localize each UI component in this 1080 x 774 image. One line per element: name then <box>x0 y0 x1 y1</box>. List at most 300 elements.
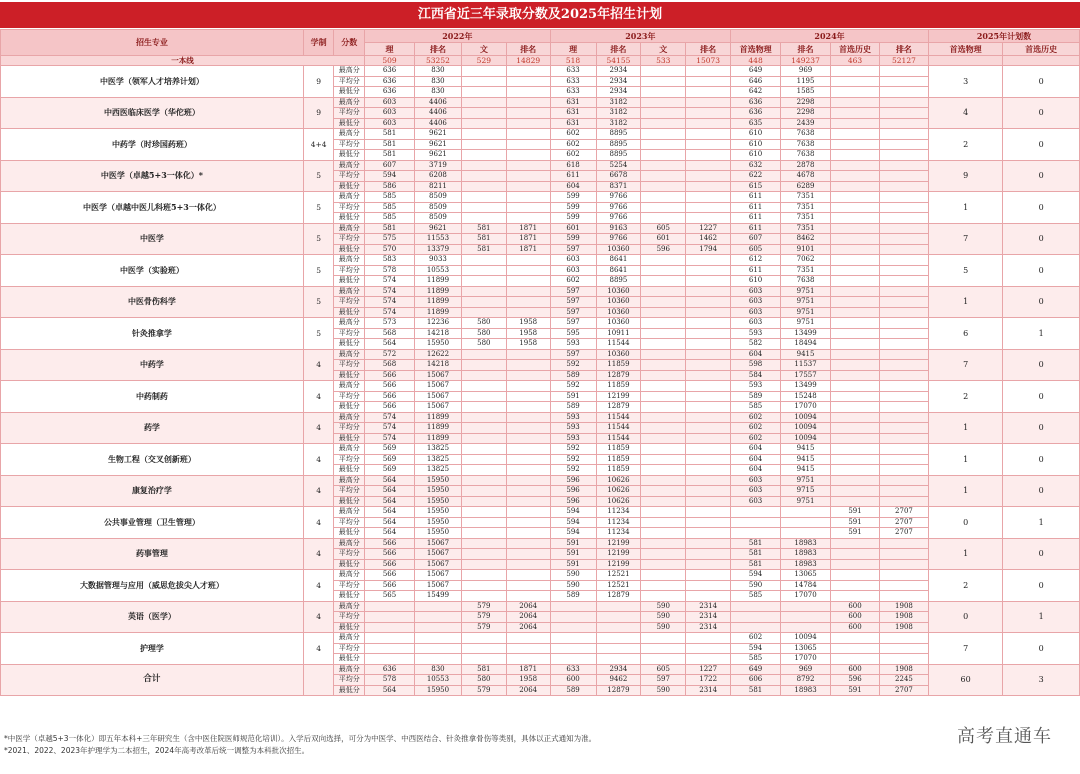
score-cell: 589 <box>550 402 596 413</box>
score-cell <box>641 412 686 423</box>
score-cell <box>686 591 731 602</box>
score-cell: 15067 <box>415 391 462 402</box>
score-cell: 11553 <box>415 234 462 245</box>
score-cell <box>461 538 506 549</box>
score-cell <box>506 307 550 318</box>
score-cell: 601 <box>641 234 686 245</box>
score-cell: 615 <box>731 181 781 192</box>
score-cell <box>831 66 880 77</box>
score-cell <box>641 139 686 150</box>
score-cell: 8509 <box>415 202 462 213</box>
score-cell <box>506 643 550 654</box>
score-cell <box>506 297 550 308</box>
score-cell: 15067 <box>415 559 462 570</box>
score-cell: 632 <box>731 160 781 171</box>
score-cell: 605 <box>641 223 686 234</box>
score-cell: 12199 <box>596 559 641 570</box>
header-subcolumn: 排名 <box>781 43 831 56</box>
score-cell <box>550 601 596 612</box>
plan-history: 0 <box>1003 97 1080 129</box>
header-subcolumn: 文 <box>461 43 506 56</box>
score-cell <box>831 633 880 644</box>
plan-physics: 2 <box>928 570 1002 602</box>
score-cell: 580 <box>461 318 506 329</box>
score-cell: 585 <box>365 213 415 224</box>
score-cell: 7351 <box>781 192 831 203</box>
score-cell <box>641 591 686 602</box>
score-cell: 591 <box>550 559 596 570</box>
score-cell: 631 <box>550 118 596 129</box>
stat-label: 平均分 <box>334 360 365 371</box>
header-major: 招生专业 <box>1 30 304 56</box>
score-cell <box>641 423 686 434</box>
score-cell <box>831 265 880 276</box>
score-cell: 2298 <box>781 108 831 119</box>
score-cell: 593 <box>731 328 781 339</box>
score-cell: 566 <box>365 570 415 581</box>
baseline-value: 52127 <box>879 56 928 66</box>
score-cell: 581 <box>461 223 506 234</box>
major-years <box>303 664 334 696</box>
table-row <box>1 255 1080 266</box>
score-cell <box>731 622 781 633</box>
score-cell: 594 <box>550 507 596 518</box>
score-cell <box>831 465 880 476</box>
score-cell: 636 <box>365 76 415 87</box>
score-cell: 9751 <box>781 496 831 507</box>
score-cell <box>879 213 928 224</box>
score-cell <box>641 192 686 203</box>
score-cell <box>831 255 880 266</box>
score-cell: 12879 <box>596 685 641 696</box>
score-cell: 10360 <box>596 244 641 255</box>
major-name: 中医学（卓越中医儿科班5+3一体化） <box>1 192 304 224</box>
score-cell <box>831 213 880 224</box>
plan-physics: 3 <box>928 66 1002 98</box>
score-cell <box>461 255 506 266</box>
score-cell: 9766 <box>596 213 641 224</box>
score-cell: 10360 <box>596 297 641 308</box>
score-cell <box>831 192 880 203</box>
score-cell <box>686 87 731 98</box>
score-cell <box>686 202 731 213</box>
header-2024: 2024年 <box>731 30 929 43</box>
score-cell: 1958 <box>506 328 550 339</box>
score-cell <box>596 601 641 612</box>
score-cell <box>461 444 506 455</box>
stat-label: 最高分 <box>334 601 365 612</box>
score-cell <box>365 612 415 623</box>
header-subcolumn: 首选历史 <box>831 43 880 56</box>
stat-label: 平均分 <box>334 675 365 686</box>
score-cell: 6289 <box>781 181 831 192</box>
score-cell: 2064 <box>506 601 550 612</box>
score-cell <box>831 234 880 245</box>
score-cell <box>461 507 506 518</box>
score-cell: 15067 <box>415 538 462 549</box>
score-cell: 12879 <box>596 591 641 602</box>
score-cell <box>686 580 731 591</box>
major-years: 4 <box>303 633 334 665</box>
plan-history: 0 <box>1003 349 1080 381</box>
stat-label: 最高分 <box>334 570 365 581</box>
score-cell <box>506 255 550 266</box>
stat-label: 平均分 <box>334 454 365 465</box>
score-cell: 8895 <box>596 276 641 287</box>
score-cell <box>596 633 641 644</box>
score-cell <box>641 265 686 276</box>
score-cell <box>831 643 880 654</box>
score-cell: 581 <box>365 223 415 234</box>
score-cell: 1871 <box>506 223 550 234</box>
score-cell: 1958 <box>506 675 550 686</box>
stat-label: 最低分 <box>334 559 365 570</box>
score-cell: 564 <box>365 517 415 528</box>
score-cell <box>641 339 686 350</box>
score-cell <box>879 297 928 308</box>
plan-history: 1 <box>1003 507 1080 539</box>
baseline-value: 14829 <box>506 56 550 66</box>
score-cell <box>879 580 928 591</box>
stat-label: 最低分 <box>334 591 365 602</box>
score-cell <box>879 486 928 497</box>
score-cell <box>550 643 596 654</box>
footnote: *中医学（卓越5+3一体化）即五年本科+三年研究生（含中医住院医师规范化培训）。入学后双向选择，可分为中医学、中西医结合、针灸推拿骨伤等类别，具体以正式通知为准。 <box>4 734 597 743</box>
score-cell: 9715 <box>781 486 831 497</box>
score-cell <box>641 433 686 444</box>
major-name: 英语（医学） <box>1 601 304 633</box>
score-cell: 13499 <box>781 328 831 339</box>
score-cell <box>506 381 550 392</box>
score-cell <box>461 213 506 224</box>
score-cell: 611 <box>550 171 596 182</box>
plan-history: 0 <box>1003 160 1080 192</box>
score-cell <box>506 181 550 192</box>
score-cell <box>831 381 880 392</box>
score-cell: 7638 <box>781 276 831 287</box>
plan-physics: 7 <box>928 223 1002 255</box>
score-cell: 601 <box>550 223 596 234</box>
score-cell <box>879 633 928 644</box>
stat-label: 最低分 <box>334 150 365 161</box>
score-cell <box>879 475 928 486</box>
score-cell <box>506 349 550 360</box>
score-cell <box>641 360 686 371</box>
header-years: 学制 <box>303 30 334 56</box>
stat-label: 平均分 <box>334 486 365 497</box>
header-subcolumn: 文 <box>641 43 686 56</box>
score-cell: 13825 <box>415 465 462 476</box>
header-subcolumn: 理 <box>365 43 415 56</box>
score-cell: 8371 <box>596 181 641 192</box>
score-cell: 622 <box>731 171 781 182</box>
stat-label: 最低分 <box>334 213 365 224</box>
score-cell: 635 <box>731 118 781 129</box>
score-cell <box>879 381 928 392</box>
score-cell: 594 <box>365 171 415 182</box>
score-cell <box>686 570 731 581</box>
major-name: 护理学 <box>1 633 304 665</box>
score-cell <box>686 129 731 140</box>
score-cell: 585 <box>365 202 415 213</box>
score-cell: 579 <box>461 685 506 696</box>
score-cell: 13379 <box>415 244 462 255</box>
score-cell: 830 <box>415 87 462 98</box>
score-cell: 17070 <box>781 591 831 602</box>
score-cell <box>686 381 731 392</box>
score-cell: 589 <box>731 391 781 402</box>
score-cell <box>879 139 928 150</box>
score-cell: 15067 <box>415 402 462 413</box>
score-cell <box>686 496 731 507</box>
score-cell: 8641 <box>596 255 641 266</box>
score-cell: 575 <box>365 234 415 245</box>
score-cell: 11859 <box>596 381 641 392</box>
score-cell: 8895 <box>596 139 641 150</box>
header-plan-2025: 2025年计划数 <box>928 30 1079 43</box>
score-cell <box>641 97 686 108</box>
score-cell: 18983 <box>781 549 831 560</box>
score-cell <box>506 150 550 161</box>
baseline-value: 518 <box>550 56 596 66</box>
header-subcolumn: 排名 <box>686 43 731 56</box>
brand-watermark: 高考直通车 <box>957 726 1052 747</box>
score-cell <box>641 87 686 98</box>
major-name: 中医学 <box>1 223 304 255</box>
score-cell <box>686 643 731 654</box>
score-cell <box>506 202 550 213</box>
score-cell: 2298 <box>781 97 831 108</box>
score-cell: 2934 <box>596 76 641 87</box>
score-cell <box>506 213 550 224</box>
score-cell: 594 <box>550 517 596 528</box>
baseline-value: 509 <box>365 56 415 66</box>
score-cell: 14218 <box>415 360 462 371</box>
score-cell <box>506 97 550 108</box>
score-cell: 595 <box>550 328 596 339</box>
score-cell: 593 <box>550 412 596 423</box>
score-cell: 13065 <box>781 643 831 654</box>
stat-label: 最低分 <box>334 339 365 350</box>
score-cell: 599 <box>550 213 596 224</box>
baseline-value: 149237 <box>781 56 831 66</box>
table-row <box>1 381 1080 392</box>
baseline-value <box>928 56 1002 66</box>
score-cell <box>461 108 506 119</box>
score-cell <box>461 171 506 182</box>
score-cell: 574 <box>365 412 415 423</box>
score-cell: 9101 <box>781 244 831 255</box>
stat-label: 最高分 <box>334 255 365 266</box>
stat-label: 最高分 <box>334 633 365 644</box>
score-cell: 611 <box>731 223 781 234</box>
score-cell: 18983 <box>781 559 831 570</box>
table-row <box>1 349 1080 360</box>
plan-physics: 5 <box>928 255 1002 287</box>
major-years: 5 <box>303 318 334 350</box>
score-cell: 636 <box>731 97 781 108</box>
score-cell: 8462 <box>781 234 831 245</box>
score-cell: 590 <box>731 580 781 591</box>
score-cell: 602 <box>731 423 781 434</box>
score-cell: 11899 <box>415 276 462 287</box>
score-cell: 2707 <box>879 528 928 539</box>
score-cell <box>879 328 928 339</box>
table-row <box>1 192 1080 203</box>
score-cell: 10360 <box>596 349 641 360</box>
score-cell: 611 <box>731 202 781 213</box>
score-cell <box>879 370 928 381</box>
score-cell: 3719 <box>415 160 462 171</box>
score-cell <box>461 381 506 392</box>
score-cell: 17557 <box>781 370 831 381</box>
major-years: 4 <box>303 538 334 570</box>
score-cell: 15067 <box>415 381 462 392</box>
major-years: 9 <box>303 97 334 129</box>
score-cell: 11544 <box>596 423 641 434</box>
stat-label: 最低分 <box>334 622 365 633</box>
header-score: 分数 <box>334 30 365 56</box>
score-cell <box>831 108 880 119</box>
score-cell: 12199 <box>596 391 641 402</box>
score-cell: 11899 <box>415 423 462 434</box>
score-cell: 9751 <box>781 475 831 486</box>
score-cell: 10360 <box>596 318 641 329</box>
score-cell <box>686 360 731 371</box>
score-cell <box>686 297 731 308</box>
score-cell <box>831 76 880 87</box>
score-cell: 610 <box>731 150 781 161</box>
score-cell <box>506 276 550 287</box>
major-years: 4 <box>303 601 334 633</box>
admission-table <box>0 29 1080 696</box>
score-cell: 10094 <box>781 412 831 423</box>
score-cell: 9462 <box>596 675 641 686</box>
plan-history: 0 <box>1003 570 1080 602</box>
score-cell <box>461 265 506 276</box>
score-cell: 589 <box>550 370 596 381</box>
score-cell <box>506 496 550 507</box>
score-cell: 579 <box>461 601 506 612</box>
baseline-value: 53252 <box>415 56 462 66</box>
score-cell: 591 <box>550 391 596 402</box>
score-cell: 636 <box>731 108 781 119</box>
score-cell: 590 <box>641 685 686 696</box>
score-cell: 2707 <box>879 517 928 528</box>
score-cell <box>506 360 550 371</box>
score-cell <box>879 181 928 192</box>
score-cell <box>686 286 731 297</box>
score-cell <box>686 66 731 77</box>
plan-physics: 2 <box>928 381 1002 413</box>
score-cell <box>831 307 880 318</box>
score-cell: 633 <box>550 76 596 87</box>
score-cell <box>550 654 596 665</box>
score-cell: 610 <box>731 129 781 140</box>
score-cell: 603 <box>365 108 415 119</box>
score-cell <box>831 150 880 161</box>
score-cell <box>365 643 415 654</box>
score-cell <box>641 370 686 381</box>
score-cell: 602 <box>550 129 596 140</box>
footnotes <box>4 733 854 757</box>
score-cell <box>879 192 928 203</box>
score-cell: 593 <box>550 339 596 350</box>
score-cell: 591 <box>550 538 596 549</box>
score-cell <box>879 654 928 665</box>
score-cell <box>506 423 550 434</box>
score-cell <box>879 307 928 318</box>
major-years: 4+4 <box>303 129 334 161</box>
score-cell: 9751 <box>781 286 831 297</box>
score-cell <box>461 286 506 297</box>
score-cell <box>879 423 928 434</box>
score-cell <box>686 307 731 318</box>
score-cell <box>550 612 596 623</box>
major-name: 大数据管理与应用（威思危拔尖人才班） <box>1 570 304 602</box>
score-cell: 574 <box>365 423 415 434</box>
score-cell: 610 <box>731 276 781 287</box>
score-cell <box>879 244 928 255</box>
score-cell: 581 <box>461 664 506 675</box>
baseline-value: 529 <box>461 56 506 66</box>
stat-label: 最低分 <box>334 87 365 98</box>
header-2022: 2022年 <box>365 30 551 43</box>
score-cell: 2245 <box>879 675 928 686</box>
score-cell <box>641 381 686 392</box>
score-cell <box>506 538 550 549</box>
score-cell: 10360 <box>596 307 641 318</box>
score-cell <box>461 360 506 371</box>
score-cell: 597 <box>550 286 596 297</box>
score-cell <box>731 612 781 623</box>
score-cell <box>641 307 686 318</box>
major-name: 药事管理 <box>1 538 304 570</box>
score-cell <box>641 328 686 339</box>
score-cell: 11544 <box>596 412 641 423</box>
score-cell: 586 <box>365 181 415 192</box>
score-cell <box>781 517 831 528</box>
plan-physics: 0 <box>928 601 1002 633</box>
score-cell: 1908 <box>879 601 928 612</box>
score-cell <box>686 265 731 276</box>
baseline-value: 448 <box>731 56 781 66</box>
score-cell: 9415 <box>781 465 831 476</box>
score-cell: 9621 <box>415 129 462 140</box>
score-cell: 2707 <box>879 685 928 696</box>
score-cell <box>686 349 731 360</box>
score-cell <box>461 202 506 213</box>
score-cell: 573 <box>365 318 415 329</box>
score-cell: 603 <box>731 307 781 318</box>
score-cell: 13825 <box>415 444 462 455</box>
major-years: 5 <box>303 223 334 255</box>
score-cell: 566 <box>365 559 415 570</box>
score-cell <box>879 444 928 455</box>
plan-physics: 0 <box>928 507 1002 539</box>
major-years: 4 <box>303 444 334 476</box>
score-cell <box>461 454 506 465</box>
stat-label: 平均分 <box>334 265 365 276</box>
score-cell: 592 <box>550 381 596 392</box>
score-cell <box>506 444 550 455</box>
score-cell: 591 <box>831 507 880 518</box>
score-cell: 578 <box>365 265 415 276</box>
stat-label: 最低分 <box>334 181 365 192</box>
score-cell <box>831 559 880 570</box>
page-title: 江西省近三年录取分数及2025年招生计划 <box>0 2 1080 28</box>
score-cell: 5254 <box>596 160 641 171</box>
